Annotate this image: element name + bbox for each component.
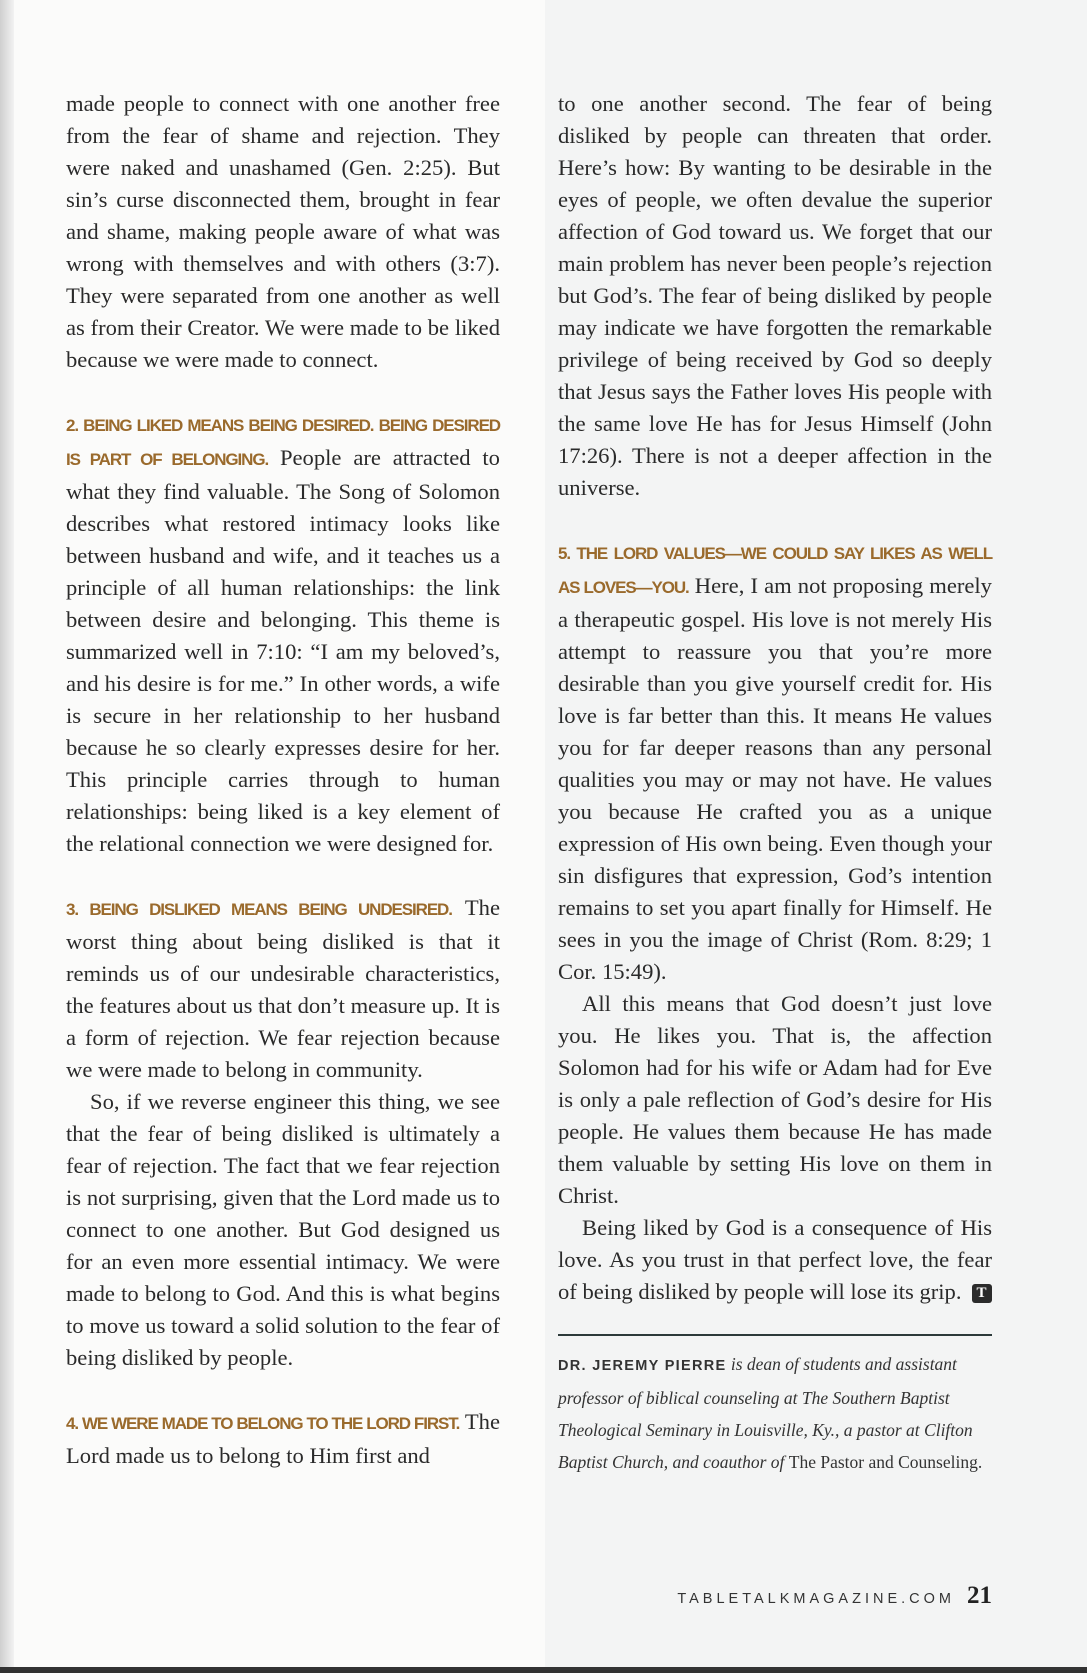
paragraph-text: Here, I am not proposing merely a therapeutic gospel. His love is not merely His attempt to reassure you that you’re more desirable than you give yourself credit for. His love is far better than this. It means He values you for far deeper reasons than any personal qualities you may or may not have. He values you because He crafted you as a unique expression of His own being. Even though your sin disfigures that expression, God’s intention remains to set you apart finally for Himself. He sees in you the image of Christ (Rom. 8:29; 1 Cor. 15:49). — [558, 573, 992, 984]
footer — [677, 1582, 992, 1610]
section-5 — [558, 536, 992, 988]
paragraph: So, if we reverse engineer this thing, we see that the fear of being disliked is ultimately a fear of rejection. The fact that we fear rejection is not surprising, given that the Lord made us to connect to one another. But God designed us for an even more essential intimacy. We were made to belong to God. And this is what begins to move us toward a solid solution to the fear of being disliked by people. — [66, 1089, 500, 1370]
paragraph: made people to connect with one another free from the fear of shame and rejection. They were naked and unashamed (Gen. 2:25). But sin’s curse disconnected them, brought in fear and shame, making people aware of what was wrong with themselves and with others (3:7). They were separated from one another as well as from their Creator. We were made to be liked because we were made to connect. — [66, 91, 500, 372]
scan-edge — [0, 1667, 1087, 1673]
bio-text: is dean of students and assistant professor of biblical counseling at The Southern Baptist Theological Seminary in Louisville, Ky., a pastor at Clifton Baptist Church, and coauthor of — [558, 1354, 973, 1472]
page-edge — [0, 0, 14, 1673]
paragraph: All this means that God doesn’t just love you. He likes you. That is, the affection Solomon had for his wife or Adam had for Eve is only a pale reflection of God’s desire for His people. He values them because He has made them valuable by setting His love on them in Christ. — [558, 991, 992, 1208]
section-heading: 5. THE LORD VALUES—WE COULD SAY LIKES AS WELL AS LOVES—YOU. — [558, 544, 992, 597]
section-heading: 3. BEING DISLIKED MEANS BEING UNDESIRED. — [66, 900, 452, 919]
divider — [558, 1334, 992, 1336]
page-number: 21 — [967, 1582, 992, 1609]
author-bio — [558, 1348, 992, 1478]
author-name: DR. JEREMY PIERRE — [558, 1358, 727, 1374]
paragraph: to one another second. The fear of being disliked by people can threaten that order. Here’s how: By wanting to be desirable in the eyes of people, we often devalue the superior affection of God toward us. We forget that our main problem has never been people’s rejection but God’s. The fear of being disliked by people may indicate we have forgotten the remarkable privilege of being received by God so deeply that Jesus says the Father loves His people with the same love He has for Jesus Himself (John 17:26). There is not a deeper affection in the universe. — [558, 91, 992, 500]
paragraph-text: People are attracted to what they find valuable. The Song of Solomon describes what restored intimacy looks like between husband and wife, and it teaches us a principle of all human relationships: the link between desire and belonging. This theme is summarized well in 7:10: “I am my beloved’s, and his desire is for me.” In other words, a wife is secure in her relationship to her husband because he so clearly expresses desire for her. This principle carries through to human relationships: being liked is a key element of the relational connection we were designed for. — [66, 445, 500, 856]
paragraph-text: The Lord made us to belong to Him first and — [66, 1409, 500, 1468]
section-heading: 2. BEING LIKED MEANS BEING DESIRED. BEING DESIRED IS PART OF BELONGING. — [66, 416, 500, 469]
right-column — [558, 88, 992, 1478]
book-title: The Pastor and Counseling. — [788, 1452, 983, 1472]
paragraph-text: The worst thing about being disliked is that it reminds us of our undesirable characteristics, the features about us that don’t measure up. It is a form of rejection. We fear rejection because we were made to belong in community. — [66, 895, 500, 1082]
paragraph — [558, 1212, 992, 1308]
tabletalk-end-mark-icon: T — [972, 1284, 992, 1303]
left-column — [66, 88, 500, 1472]
footer-site: TABLETALKMAGAZINE.COM — [677, 1591, 955, 1607]
section-2 — [66, 408, 500, 860]
section-3 — [66, 892, 500, 1086]
section-heading: 4. WE WERE MADE TO BELONG TO THE LORD FIRST. — [66, 1414, 460, 1433]
paragraph-text: Being liked by God is a consequence of His love. As you trust in that perfect love, the fear of being disliked by people will lose its grip. — [558, 1215, 992, 1304]
section-4 — [66, 1406, 500, 1472]
